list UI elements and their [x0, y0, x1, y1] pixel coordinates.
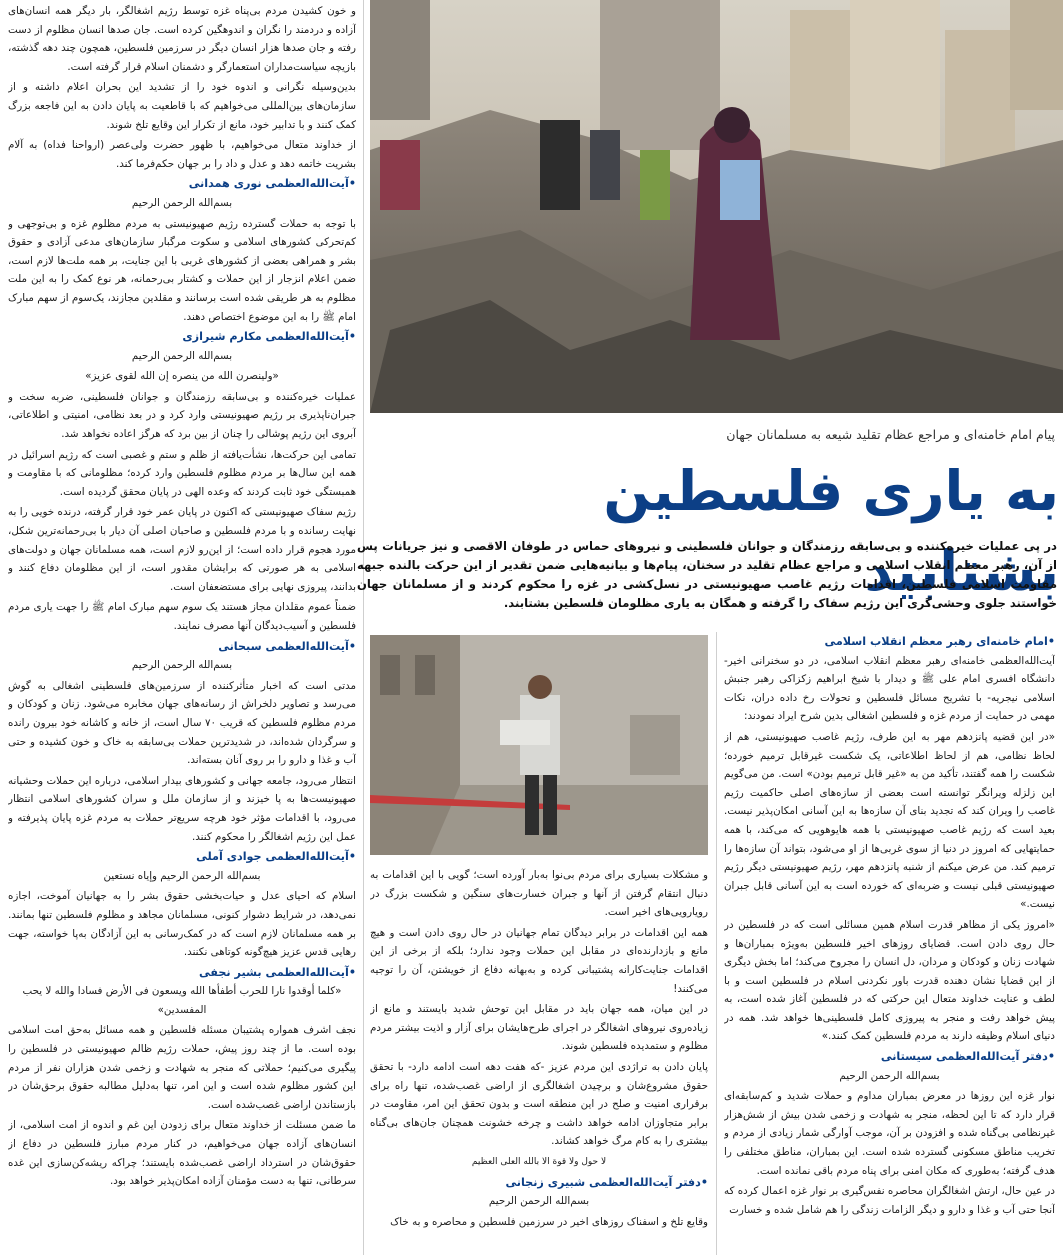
quran-quote: «ولینصرن الله من ینصره إن الله لقوی عزیز» — [85, 370, 279, 383]
section-heading: • آیت‌الله‌العظمی نوری همدانی — [8, 175, 356, 194]
section-paragraph: نجف اشرف همواره پشتیبان مسئله فلسطین و همه مسائل به‌حق امت اسلامی بوده است. ما از چند روز پیش، حملات رژیم ظالم صهیونیستی در فلسطین را پیگیری می‌کنیم؛ حملاتی که منجر به شهادت و زخمی شدن هزاران نفر از مردم این کشور مظلوم شده است و این امر، تنها به‌دلیل مطالبه حقوق برحق‌شان در بازستاندن اراضی غصب‌شده است. — [8, 1024, 356, 1111]
section-paragraph: همه این اقدامات در برابر دیدگان تمام جهانیان در حال روی دادن است و هیچ مانع و بازدارنده‌ای در مقابل این حملات وجود ندارد؛ بلکه از برخی از این اقدامات جنایت‌کارانه پشتیبانی کرده و به‌بهانه دفاع از خویشتن، آن را توجیه می‌کنند! — [370, 926, 708, 995]
section-paragraph: وقایع تلخ و اسفناک روزهای اخیر در سرزمین فلسطین و محاصره و به خاک — [390, 1215, 708, 1228]
section-paragraph: انتظار می‌رود، جامعه جهانی و کشورهای بیدار اسلامی، درباره این حملات وحشیانه صهیونیست‌ها به پا خیزند و از سازمان ملل و سران کشورهای اسلامی انتظار می‌رود، با اقدامات مؤثر خود هرچه سریع‌تر حملات به مردم غزه پایان پذیرفته و عمل این رژیم اشغالگر را محکوم کنند. — [8, 774, 356, 843]
quran-quote: «کلما أوقدوا نارا للحرب أطفأها الله ویسعون فی الأرض فسادا والله لا یحب المفسدین» — [22, 985, 342, 1016]
section-paragraph: تمامی این حرکت‌ها، نشأت‌یافته از ظلم و ستم و غصبی است که رژیم اسرائیل در همه این سال‌ها بر مردم مظلوم فلسطین وارد کرده؛ مظلومانی که با مقاومت و همبستگی خود ثابت کردند که وعده الهی در پایان محقق گردیده است. — [8, 448, 356, 498]
left-column — [8, 2, 356, 1252]
column-divider — [363, 0, 364, 1255]
rescue-photo — [370, 635, 708, 855]
hero-photo — [370, 0, 1063, 413]
section-paragraph: پایان دادن به تراژدی این مردم عزیز -که هفت دهه است ادامه دارد- با تحقق حقوق مشروع‌شان و برچیدن اشغالگری از اراضی غصب‌شده، تنها راه برای برقراری امنیت و صلح در این منطقه است و بدون تحقق این امر، مقاومت در برابر متجاوزان ادامه خواهد داشت و چرخه خشونت همچنان جان‌های بی‌گناه بیشتری را به کام مرگ خواهد کشاند. — [370, 1060, 708, 1148]
section-paragraph: نوار غزه این روزها در معرض بمباران مداوم و حملات شدید و کم‌سابقه‌ای قرار دارد که تا این لحظه، منجر به شهادت و زخمی شدن بیش از شش‌هزار غیرنظامی بی‌گناه شده و افزودن بر آن، موجب آوارگی شمار زیادی از مردم و تخریب مناطق مسکونی گسترده شده است. این بمباران، مناطق مختلفی را هدف گرفته؛ به‌طوری که مکان امنی برای پناه مردم باقی نمانده است. — [724, 1090, 1055, 1177]
column-divider — [716, 632, 717, 1255]
basmala: بسم‌الله الرحمن الرحیم وإیاه نستعین — [103, 869, 261, 882]
kicker: پیام امام خامنه‌ای و مراجع عظام تقلید شیعه به مسلمانان جهان — [726, 427, 1055, 442]
intro-paragraph: و خون کشیدن مردم بی‌پناه غزه توسط رژیم اشغالگر، بار دیگر همه انسان‌های آزاده و دردمند را نگران و اندوهگین کرده است. جان صدها انسان مظلوم از دست رفته و جان صدها هزار انسان دیگر در سرزمین فلسطین، همچون چند دهه گذشته، بازیچه سیاست‌مداران استعمارگر و دشمنان اسلام قرار گرفته است. — [8, 5, 356, 73]
section-paragraph: عملیات خیره‌کننده و بی‌سابقه رزمندگان و جوانان فلسطینی، ضربه سخت و جبران‌ناپذیری بر رژیم صهیونیستی وارد کرد و در بعد نظامی، امنیتی و اطلاعاتی، آبروی این رژیم پوشالی را چنان از بین برد که هرگز اعاده نخواهد شد. — [8, 390, 356, 441]
section-heading: • آیت‌الله‌العظمی سبحانی — [8, 638, 356, 657]
middle-column — [370, 866, 708, 1255]
basmala: بسم‌الله الرحمن الرحیم — [131, 196, 233, 209]
section-heading: • دفتر آیت‌الله‌العظمی شبیری زنجانی — [370, 1174, 708, 1193]
intro-paragraph: بدین‌وسیله نگرانی و اندوه خود را از تشدید این بحران اعلام داشته و از سازمان‌های بین‌المللی می‌خواهیم که با قاطعیت به پایان دادن به این فاجعه بزرگ کمک کنند و با تدابیر خود، مانع از تکرار این وقایع تلخ شوند. — [8, 81, 356, 131]
closing-phrase: لا حول ولا قوة الا بالله العلی العظیم — [471, 1156, 607, 1167]
headline: به یاری فلسطین بشتابید — [603, 459, 1059, 603]
section-heading: • آیت‌الله‌العظمی بشیر نجفی — [8, 964, 356, 983]
basmala: بسم‌الله الرحمن الرحیم — [131, 349, 233, 362]
basmala: بسم‌الله الرحمن الرحیم — [839, 1069, 940, 1082]
basmala: بسم‌الله الرحمن الرحیم — [488, 1195, 590, 1208]
section-paragraph: ما ضمن مسئلت از خداوند متعال برای زدودن این غم و اندوه از امت اسلامی، از انسان‌های آزاده جهان می‌خواهیم، در کنار مردم مبارز فلسطین در دفاع از حقوق‌شان در استرداد اراضی غصب‌شده بایستند؛ چراکه ریشه‌کن‌سازی این غده سرطانی، تنها به دست مؤمنان آزاده امکان‌پذیر خواهد بود. — [8, 1119, 356, 1188]
section-heading: • آیت‌الله‌العظمی جوادی آملی — [8, 848, 356, 867]
basmala: بسم‌الله الرحمن الرحیم — [131, 659, 233, 672]
section-paragraph: مدتی است که اخبار متأثرکننده از سرزمین‌های فلسطینی اشغالی به گوش می‌رسد و تصاویر دلخراش از رسانه‌های جهان مخابره می‌شود. زنان و کودکان و مردم مظلوم فلسطین که قریب ۷۰ سال است، از خانه و کاشانه خود بیرون رانده و سرگردان شده‌اند، در شدیدترین حملات بی‌سابقه به خاک و خون کشیده و حتی آب و غذا و دارو را بر روی آنان بسته‌اند. — [8, 679, 356, 767]
intro-paragraph: از خداوند متعال می‌خواهیم، با ظهور حضرت ولی‌عصر (ارواحنا فداه) به آلام بشریت خاتمه دهد و عدل و داد را بر جهان حکم‌فرما کند. — [8, 139, 356, 170]
section-paragraph: «امروز یکی از مظاهر قدرت اسلام همین مسائلی است که در فلسطین در حال روی دادن است. قضایای روزهای اخیر فلسطین به‌ویژه بمباران‌ها و شهادت زنان و کودکان و مردان، دل انسان را مجروح می‌کند؛ اما بخش دیگری از این قضایا نشان دهنده قدرت باور نکردنی اسلام در فلسطین است و با لطف و عنایت خداوند متعال این حرکتی که در فلسطین آغاز شده است، به پیش خواهد رفت و منجر به پیروزی کامل فلسطینی‌ها خواهد شد. همه در دنیای اسلام وظیفه دارند به مردم فلسطین کمک کنند.» — [724, 918, 1055, 1043]
lead-paragraph: در پی عملیات خیره‌کننده و بی‌سابقه رزمندگان و جوانان فلسطینی و نیروهای حماس در طوفان الاقصی و نیز جریانات پس از آن، رهبر معظم انقلاب اسلامی و مراجع عظام تقلید در سخنان، پیام‌ها و بیانیه‌هایی ضمن تقدیر از این حرکت بالنده جبهه مقاومت اسلامی فلسطین، اقدامات رژیم غاصب صهیونیستی در نسل‌کشی در غزه را محکوم کردند و از مسلمانان جهان خواستند جلوی وحشی‌گری این رژیم سفاک را گرفته و همگان به یاری مظلومان فلسطین بشتابند. — [357, 539, 1057, 610]
section-heading: • آیت‌الله‌العظمی مکارم شیرازی — [8, 328, 356, 347]
section-heading: • امام خامنه‌ای رهبر معظم انقلاب اسلامی — [724, 633, 1055, 652]
section-paragraph: در عین حال، ارتش اشغالگران محاصره نفس‌گیری بر نوار غزه اعمال کرده که آنجا حتی آب و غذا و دارو و دیگر الزامات زندگی را هم شامل شده و خسارت — [724, 1185, 1055, 1216]
section-paragraph: و مشکلات بسیاری برای مردم بی‌نوا به‌بار آورده است؛ گویی با این اقدامات به دنبال انتقام گرفتن از آنها و جبران خسارت‌های سنگین و شکست بزرگ در رویارویی‌های اخیر است. — [370, 869, 708, 919]
section-paragraph: «در این قضیه پانزدهم مهر به این طرف، رژیم غاصب صهیونیستی، هم از لحاظ نظامی، هم از لحاظ اطلاعاتی، یک شکست غیرقابل ترمیم خورده؛ شکست را همه گفتند، تأکید من به «غیر قابل ترمیم بودن» است. من می‌گویم این زلزله ویرانگر توانسته است بعضی از سازه‌های اصلی حاکمیت رژیم غاصب را ویران کند که تجدید بنای آن سازه‌ها به این آسانی امکان‌پذیر نیست. بعید است که رژیم غاصب صهیونیستی با همه هایوهویی که می‌کند، با همه حمایتهایی که امروز در دنیا از سوی غربی‌ها از او می‌شود، بتواند آن سازه‌ها را ترمیم کند. من عرض میکنم از شنبه پانزدهم مهر، رژیم صهیونیستی دیگر رژیم صهیونیستی قبلی نیست و ضربه‌ای که خورده است به این آسانی قابل جبران نیست.» — [724, 730, 1055, 911]
section-paragraph: اسلام که احیای عدل و حیات‌بخشی حقوق بشر را به جهانیان آموخت، اجازه نمی‌دهد، در شرایط دشوار کنونی، مسلمانان مجاهد و مظلوم فلسطین تنها بمانند. بر همه مسلمانان لازم است که در کمک‌رسانی به این آزادگان به‌پا خواسته، جهت رهایی قدس عزیز هیچ‌گونه کوتاهی نکنند. — [8, 890, 356, 959]
right-column — [724, 632, 1055, 1255]
section-paragraph: رژیم سفاک صهیونیستی که اکنون در پایان عمر خود قرار گرفته، درنده خویی را به نهایت رسانده و با مردم فلسطین و صاحبان اصلی آن دیار با بی‌رحمانه‌ترین شکل، مورد هجوم قرار داده است؛ از این‌رو لازم است، همه مسلمانان جهان و دولت‌های اسلامی به هر صورتی که برایشان مقدور است، از این مظلومان دفاع کنند و بدانند، پیروزی نهایی برای مستضعفان است. — [8, 506, 356, 593]
section-paragraph: با توجه به حملات گسترده رژیم صهیونیستی به مردم مظلوم غزه و بی‌توجهی و کم‌تحرکی کشورهای اسلامی و سکوت مرگبار سازمان‌های مدعی آزادی و حقوق بشر و همراهی بعضی از کشورهای غربی با این جنایت، بر همه ملت‌ها لازم است، ضمن اعلام انزجار از این حملات و کشتار بی‌رحمانه، هر نوع کمک را به این ملت مظلوم به هر طریقی شده است برسانند و مقلدین مجازند، یک‌سوم از سهم مبارک امام ﷺ را به این موضوع اختصاص دهند. — [8, 217, 356, 323]
lead — [357, 537, 1057, 613]
section-heading: • دفتر آیت‌الله‌العظمی سیستانی — [724, 1048, 1055, 1067]
section-paragraph: در این میان، همه جهان باید در مقابل این توحش شدید بایستند و مانع از زیاده‌روی نیروهای اشغالگر در اجرای طرح‌هایشان برای آزار و اذیت بیشتر مردم مظلوم و ستمدیده فلسطین شوند. — [370, 1003, 708, 1053]
section-paragraph: آیت‌الله‌العظمی خامنه‌ای رهبر معظم انقلاب اسلامی، در دو سخنرانی اخیر- دانشگاه افسری امام علی ﷺ و دیدار با شیخ ابراهیم زکزاکی رهبر جنبش اسلامی نیجریه- با تشریح مسائل فلسطین و تحولات رخ داده دران، نکات مهمی در حمایت از مردم غزه و فلسطین اشغالی بدین شرح ایراد نمودند: — [724, 654, 1055, 723]
section-paragraph: ضمناً عموم مقلدان مجاز هستند یک سوم سهم مبارک امام ﷺ را جهت یاری مردم فلسطین و آسیب‌دیدگان آنها مصرف نمایند. — [8, 601, 356, 632]
